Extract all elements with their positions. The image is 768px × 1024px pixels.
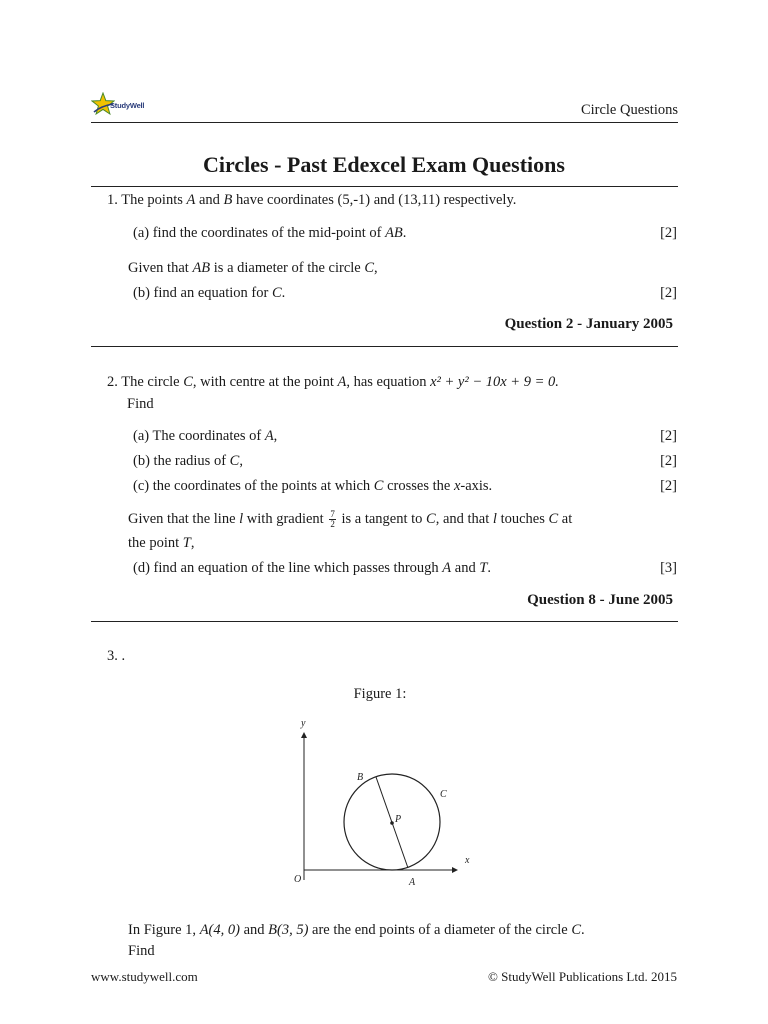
label-p: P [395,814,402,825]
q2-stem-a: A [337,374,347,390]
q2-given-t: T [182,535,191,551]
centre-p [390,821,394,825]
q2-b-end: , [239,453,243,469]
q2-source: Question 8 - June 2005 [527,592,673,608]
q1-point-a: A [186,192,196,208]
q2-part-b [133,453,243,470]
q1-given-3: , [374,260,378,276]
q2-given-c2: C [548,510,559,527]
q1-given [128,260,378,277]
q1-given-c: C [364,260,375,276]
q3-find: Find [128,943,155,959]
studywell-logo [91,92,161,118]
label-b: B [357,772,364,783]
footer-copyright: © StudyWell Publications Ltd. 2015 [487,969,677,984]
q3-text-4: . [580,922,585,938]
q2-d-label: (d) [133,560,150,576]
q2-part-a [133,428,277,445]
q2-stem-c: C [183,374,193,390]
q2-find: Find [127,396,154,412]
q1-stem [107,192,516,209]
q2-c-text-1: the coordinates of the points at which [152,478,374,494]
q2-given-c: C [426,510,436,527]
q1-given-ab: AB [192,260,211,276]
q2-a-end: , [273,428,278,444]
q2-c-c: C [373,478,384,494]
q2-b-label: (b) [133,453,150,469]
q2-given-5: touches [496,510,549,527]
q1-stem-end: have coordinates (5,-1) and (13,11) respectively. [232,192,517,208]
label-x: x [465,855,470,866]
header-rule [91,122,678,123]
q2-stem-1: The circle [121,374,184,390]
q3-text [128,922,585,939]
q1-a-marks: [2] [660,225,677,241]
q1-a-ab: AB [385,225,403,241]
q2-d-text-1: find an equation of the line which passes through [153,560,443,576]
q2-b-marks: [2] [660,453,677,469]
q1-b-c: C [271,285,282,301]
figure-caption: Figure 1: [353,686,407,702]
q2-given-l: l [239,510,244,527]
q2-given-l2: l [492,510,497,527]
q2-a-text: The coordinates of [152,428,265,444]
label-o: O [294,874,302,885]
q3-number: 3. [107,648,118,664]
q2-d-and: and [451,560,480,576]
q3-dot: . [121,648,126,664]
q1-b-marks: [2] [660,285,677,301]
q2-given-4: , and that [435,510,493,527]
label-a: A [409,877,416,888]
q2-given-1: Given that the line [128,510,240,527]
q2-c-text-2: crosses the [383,478,454,494]
q2-part-c [133,478,492,495]
q2-d-t: T [479,560,488,576]
q1-a-label: (a) [133,225,150,241]
q2-given-line2-2: , [190,535,195,551]
q2-b-c: C [229,453,240,469]
q2-d-marks: [3] [660,560,677,576]
q2-a-marks: [2] [660,428,677,444]
q3-number-line [107,648,125,665]
q2-part-d [133,560,491,577]
q1-a-end: . [402,225,407,241]
q2-c-text-3: -axis. [460,478,493,494]
page-title: Circles - Past Edexcel Exam Questions [203,152,565,177]
logo-text: StudyWell [110,101,145,110]
q2-b-text: the radius of [153,453,230,469]
label-c: C [440,789,447,800]
q3-point-a: A(4, 0) [199,922,240,938]
q1-given-1: Given that [128,260,193,276]
q3-text-3: are the end points of a diameter of the circle [308,922,572,938]
q2-equation: x² + y² − 10x + 9 = 0. [430,374,559,390]
label-y: y [301,718,306,729]
q2-number: 2. [107,374,118,390]
q2-a-a: A [264,428,274,444]
q2-given-3: is a tangent to [337,510,427,527]
q1-point-b: B [223,192,233,208]
q2-given-6: at [558,510,573,527]
q2-d-end: . [487,560,492,576]
circle-figure [285,715,485,895]
q1-and: and [195,192,224,208]
q2-given-line2-1: the point [128,535,183,551]
q1-part-b [133,285,285,302]
q3-text-2: and [239,922,269,938]
q1-part-a [133,225,406,242]
title-rule [91,186,678,187]
q2-stem-3: , has equation [346,374,431,390]
q1-given-2: is a diameter of the circle [210,260,365,276]
q1-stem-text: The points [121,192,187,208]
gradient-fraction [329,510,336,529]
q2-given-line-2 [128,535,194,552]
q1-b-label: (b) [133,285,150,301]
q1-b-end: . [281,285,286,301]
q3-point-b: B(3, 5) [268,922,309,938]
q1-rule [91,346,678,347]
q2-c-x: x [453,478,461,494]
q2-given-2: with gradient [243,510,328,527]
section-title: Circle Questions [580,102,678,118]
q2-d-a: A [442,560,452,576]
q2-rule [91,621,678,622]
q3-text-1: In Figure 1, [128,922,200,938]
q2-stem [107,374,559,391]
q2-given-line-1 [128,510,572,529]
fraction-denominator: 2 [330,519,335,529]
q1-source: Question 2 - January 2005 [504,316,673,332]
q2-stem-2: , with centre at the point [192,374,338,390]
q1-a-text: find the coordinates of the mid-point of [152,225,386,241]
fraction-numerator: 7 [330,509,335,519]
q2-c-label: (c) [133,478,150,494]
footer-website[interactable]: www.studywell.com [91,969,198,984]
q2-c-marks: [2] [660,478,677,494]
q1-b-text: find an equation for [153,285,272,301]
q1-number: 1. [107,192,118,208]
q3-c: C [571,922,581,938]
q2-a-label: (a) [133,428,150,444]
